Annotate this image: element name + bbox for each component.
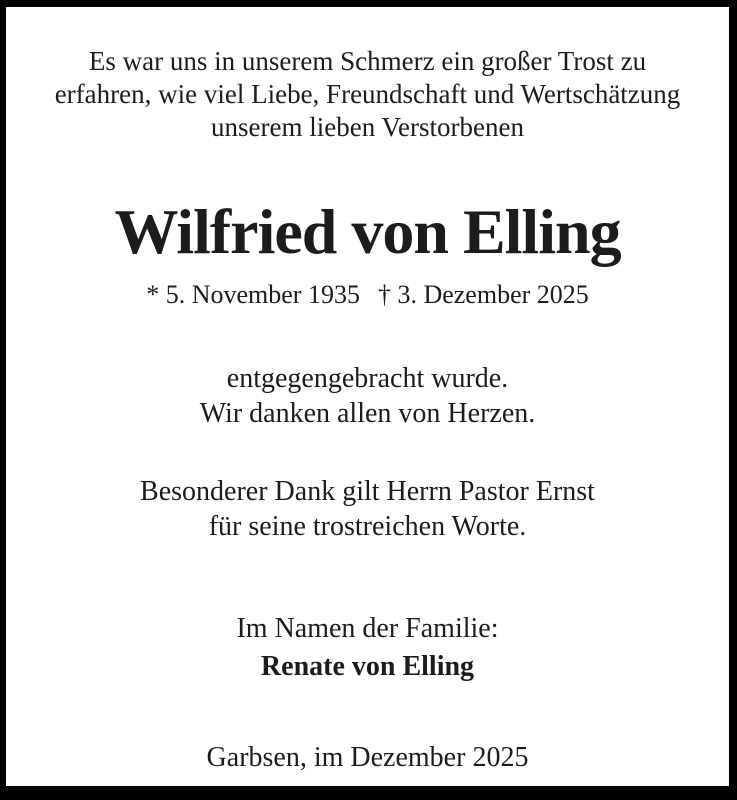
thanks-line: entgegengebracht wurde. — [226, 363, 509, 394]
deceased-name: Wilfried von Elling — [114, 196, 621, 267]
intro-line: erfahren, wie viel Liebe, Freundschaft und Wertschätzung — [54, 79, 681, 109]
birth-date: * 5. November 1935 — [146, 280, 360, 309]
special-thanks-paragraph — [6, 474, 729, 544]
thanks-paragraph — [6, 361, 729, 431]
special-thanks-line: für seine trostreichen Worte. — [208, 511, 527, 542]
life-dates — [6, 281, 729, 309]
intro-paragraph — [6, 7, 729, 144]
thanks-line: Wir danken allen von Herzen. — [199, 398, 536, 429]
obituary-notice — [6, 7, 729, 786]
family-label: Im Namen der Familie: — [236, 613, 499, 644]
family-signature: Renate von Elling — [260, 651, 475, 682]
place-and-date: Garbsen, im Dezember 2025 — [206, 742, 529, 773]
family-block — [6, 610, 729, 686]
intro-line: unserem lieben Verstorbenen — [211, 112, 524, 142]
special-thanks-line: Besonderer Dank gilt Herrn Pastor Ernst — [140, 476, 595, 507]
intro-line: Es war uns in unserem Schmerz ein großer Trost zu — [88, 46, 647, 76]
death-date: † 3. Dezember 2025 — [377, 280, 589, 309]
